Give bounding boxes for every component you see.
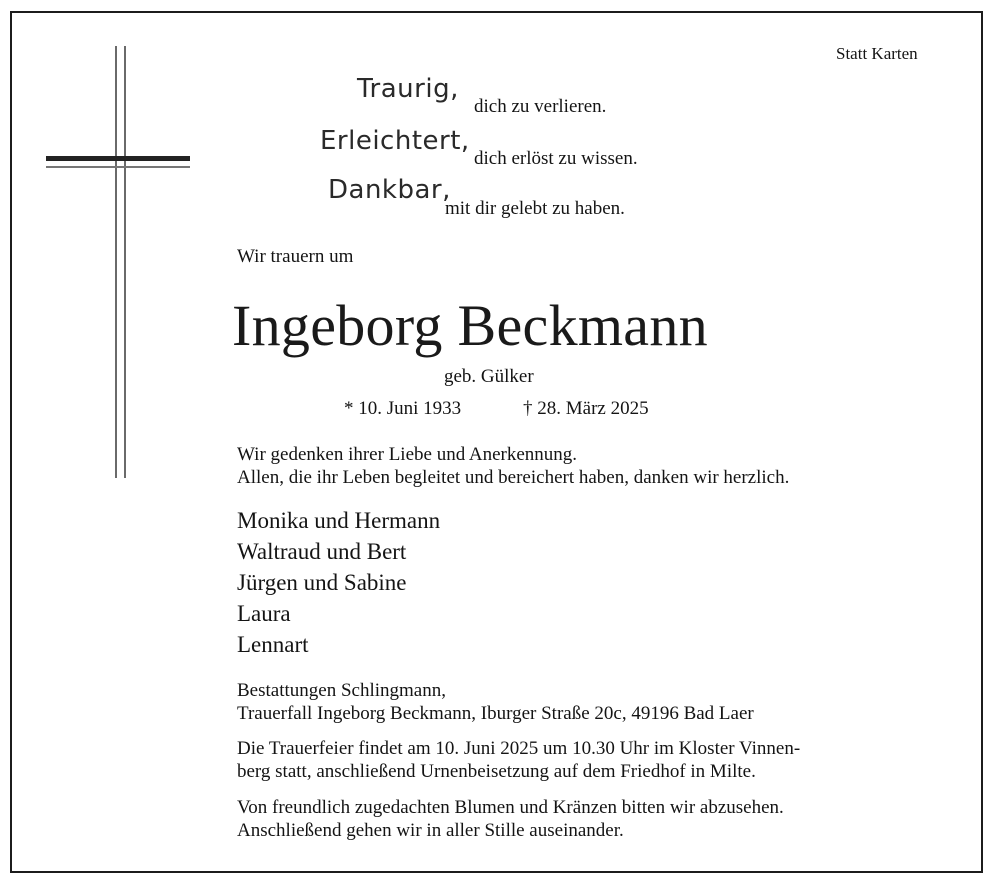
poem-line-3: mit dir gelebt zu haben. [445, 198, 625, 219]
family-member: Monika und Hermann [237, 508, 441, 533]
closing-line-1: Von freundlich zugedachten Blumen und Kränzen bitten wir abzusehen. [237, 797, 784, 818]
remembrance-text [237, 443, 789, 489]
undertaker-info [237, 679, 754, 725]
poem-word-traurig: Traurig, [357, 74, 459, 104]
remembrance-line-1: Wir gedenken ihrer Liebe und Anerkennung. [237, 444, 578, 465]
poem-line-1: dich zu verlieren. [474, 96, 607, 117]
ceremony-line-2: berg statt, anschließend Urnenbeisetzung auf dem Friedhof in Milte. [237, 761, 756, 782]
closing-text [237, 796, 784, 842]
family-member: Laura [237, 601, 291, 626]
cross-vertical-beam [115, 46, 126, 478]
remembrance-line-2: Allen, die ihr Leben begleitet und bereichert haben, danken wir herzlich. [237, 467, 790, 488]
maiden-name: geb. Gülker [444, 366, 534, 387]
poem-word-dankbar: Dankbar, [328, 175, 451, 205]
cross-horizontal-beam [46, 156, 190, 168]
death-date: † 28. März 2025 [523, 398, 649, 419]
family-member: Waltraud und Bert [237, 539, 407, 564]
undertaker-line-2: Trauerfall Ingeborg Beckmann, Iburger Straße 20c, 49196 Bad Laer [237, 703, 754, 724]
ceremony-info [237, 737, 800, 783]
ceremony-line-1: Die Trauerfeier findet am 10. Juni 2025 um 10.30 Uhr im Kloster Vinnen- [237, 738, 801, 759]
deceased-name: Ingeborg Beckmann [232, 293, 708, 358]
family-member: Lennart [237, 632, 309, 657]
intro-text: Wir trauern um [237, 246, 354, 267]
undertaker-line-1: Bestattungen Schlingmann, [237, 680, 446, 701]
closing-line-2: Anschließend gehen wir in aller Stille auseinander. [237, 820, 624, 841]
family-member: Jürgen und Sabine [237, 570, 407, 595]
family-list [237, 505, 440, 660]
birth-date: * 10. Juni 1933 [344, 398, 462, 419]
poem-word-erleichtert: Erleichtert, [320, 126, 470, 156]
statt-karten-label: Statt Karten [836, 44, 918, 63]
poem-line-2: dich erlöst zu wissen. [474, 148, 638, 169]
